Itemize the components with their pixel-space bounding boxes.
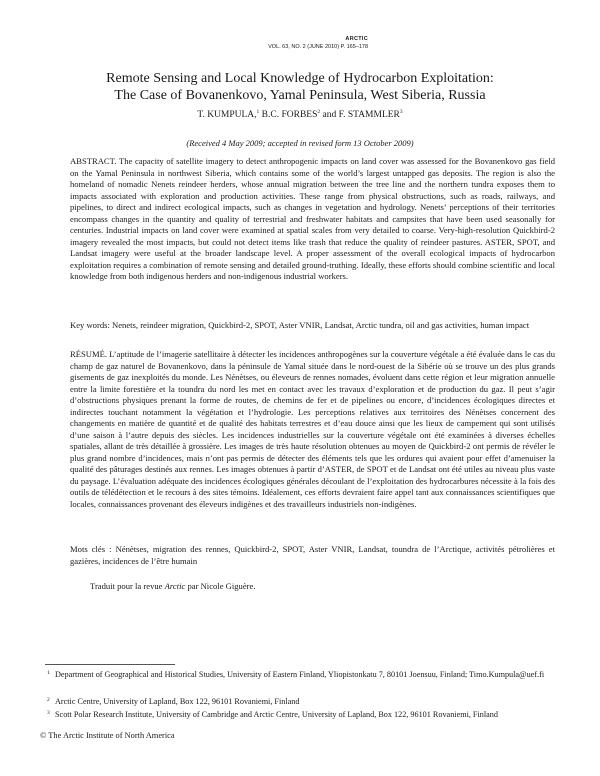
author-2-sup: 2 (317, 108, 321, 115)
resume-text: L’aptitude de l’imagerie satellitaire à détecter les incidences anthropogènes sur la couverture végétale a été évaluée dans le cas du champ de gaz naturel de Bovanenkovo, dans la péninsule de Yamal située dans le nord-ouest de la Sibérie où se trouve un des plus grands gisements de gaz inexploités du monde. Les Nénètses, ou éleveurs de rennes nomades, évoluent dans cette région et leur migration annuelle entre la limite forestière et la toundra du nord les met en contact avec les travaux d’exploration et de production du gaz. Il peut s’agir d’obstructions physiques prenant la forme de routes, de chemins de fer et de pipelines ou encore, d’incidences écologiques directes et indirectes touchant notamment la végétation et l’hydrologie. Les perceptions relatives aux territoires des Nénètses concernent des changements en matière de quantité et de qualité des habitats terrestres et d’eau douce ainsi que les lieux de campement qui sont utilisés d’une saison à l’autre depuis des siècles. Les incidences industrielles sur la couverture végétale ont été examinées à diverses échelles spatiales, allant de très détaillée à grossière. Les images de très haute résolution obtenues au moyen de Quickbird-2 ont permis de révéler le plus grand nombre d’incidences, mais n’ont pas permis de détecter des éléments tels que les ordures qui avaient pour effet d’amenuiser la qualité des pâturages destinés aux rennes. Les images obtenues à partir d’ASTER, de SPOT et de Landsat ont été utiles au niveau plus vaste du paysage. L’évaluation adéquate des incidences écologiques générales découlant de l’exploitation des hydrocarbures nécessite à la fois des outils de télédétection et le recours à des sites témoins. Idéalement, ces efforts devraient faire appel tant aux connaissances scientifiques que locales, connaissances provenant des éleveurs indigènes et des travailleurs industriels non-indigènes. (70, 349, 555, 509)
mots-cles-text: Nénètses, migration des rennes, Quickbird-2, SPOT, Aster VNIR, Landsat, toundra de l’Arctique, activités pétrolières et gazières, incidences de l’être humain (70, 544, 556, 566)
copyright: © The Arctic Institute of North America (40, 731, 175, 740)
footnote-2-text: Arctic Centre, University of Lapland, Box 122, 96101 Rovaniemi, Finland (55, 697, 300, 706)
journal-volume: VOL. 63, NO. 2 (JUNE 2010) P. 165–178 (268, 44, 368, 50)
footnote-2-num: 2 (47, 697, 50, 703)
translation-suffix: par Nicole Giguère. (187, 581, 256, 591)
received-date: (Received 4 May 2009; accepted in revised form 13 October 2009) (186, 138, 414, 148)
footnote-2 (47, 697, 555, 708)
translation-prefix: Traduit pour la revue (90, 581, 163, 591)
author-3: and F. STAMMLER (322, 110, 400, 120)
article-title (70, 70, 530, 104)
resume-label: RÉSUMÉ. (70, 349, 108, 359)
abstract-label: ABSTRACT. (70, 156, 117, 166)
journal-title: ARCTIC (345, 36, 368, 42)
keywords-text: Nenets, reindeer migration, Quickbird-2, SPOT, Aster VNIR, Landsat, Arctic tundra, oil and gas activities, human impact (112, 320, 530, 330)
resume (70, 349, 555, 510)
footnote-divider (45, 664, 175, 665)
footnote-3-num: 3 (47, 710, 50, 716)
footnote-1-text: Department of Geographical and Historical Studies, University of Eastern Finland, Yliopistonkatu 7, 80101 Joensuu, Finland; Timo.Kumpula@uef.fi (55, 670, 545, 679)
footnote-3-text: Scott Polar Research Institute, University of Cambridge and Arctic Centre, University of Lapland, Box 122, 96101 Rovaniemi, Finland (55, 710, 498, 719)
footnote-1 (47, 670, 555, 681)
author-1-sup: 1 (256, 108, 260, 115)
abstract (70, 156, 555, 283)
keywords-label: Key words: (70, 320, 110, 330)
abstract-text: The capacity of satellite imagery to detect anthropogenic impacts on land cover was assessed for the Bovanenkovo gas field on the Yamal Peninsula in northwest Siberia, which contains some of the world’s largest untapped gas deposits. The region is also the homeland of nomadic Nenets reindeer herders, whose annual migration between the tree line and the northern tundra exposes them to impacts associated with exploration and production activities. These range from physical obstructions, such as roads, railways, and pipelines, to direct and indirect ecological impacts, such as changes in vegetation and hydrology. Nenets’ perceptions of their territories encompass changes in the quantity and quality of terrestrial and freshwater habitats and campsites that have been used seasonally for centuries. Industrial impacts on land cover were examined at spatial scales from very detailed to coarse. Very-high-resolution Quickbird-2 imagery revealed the most impacts, but could not detect items like trash that reduce the quality of reindeer pastures. ASTER, SPOT, and Landsat imagery were useful at the broader landscape level. A proper assessment of the overall ecological impacts of hydrocarbon exploitation requires a combination of remote sensing and detailed ground-truthing. Ideally, these efforts should combine scientific and local knowledge from both indigenous herders and non-indigenous industrial workers. (70, 156, 555, 281)
footnote-3 (47, 710, 555, 721)
author-1: T. KUMPULA, (197, 110, 257, 120)
keywords (70, 320, 555, 332)
footnote-1-num: 1 (47, 670, 50, 676)
translation-credit (90, 581, 256, 591)
mots-cles-label: Mots clés : (70, 544, 112, 554)
authors (70, 110, 530, 120)
mots-cles (70, 544, 555, 567)
author-3-sup: 3 (399, 108, 403, 115)
author-2: B.C. FORBES (261, 110, 318, 120)
title-line-2: The Case of Bovanenkovo, Yamal Peninsula, West Siberia, Russia (114, 88, 486, 103)
translation-journal: Arctic (164, 581, 186, 591)
title-line-1: Remote Sensing and Local Knowledge of Hydrocarbon Exploitation: (106, 71, 494, 86)
